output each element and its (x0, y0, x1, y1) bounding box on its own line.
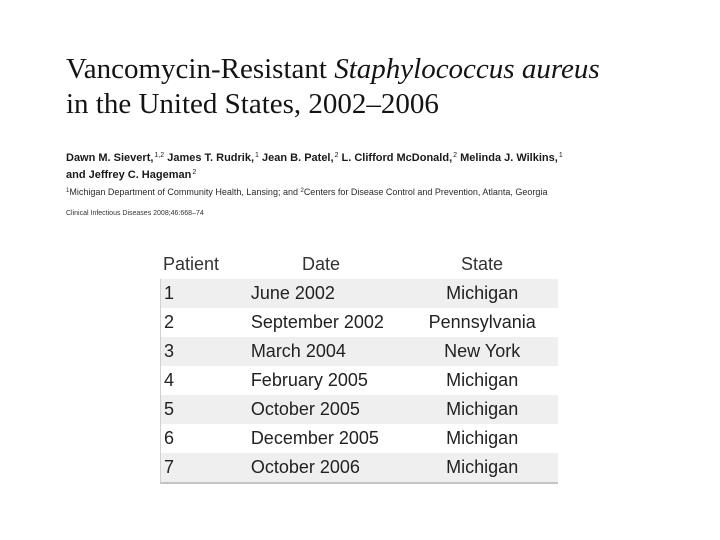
cell-date: September 2002 (250, 312, 384, 332)
cell-patient: 7 (164, 457, 175, 477)
cell-state: Michigan (446, 428, 519, 448)
table-row (161, 453, 558, 482)
cell-patient: 3 (164, 341, 175, 361)
author: Jean B. Patel,$^2$ (262, 152, 339, 164)
cell-date: October 2006 (250, 457, 360, 477)
table-header-row (160, 249, 558, 279)
cell-state: Pennsylvania (428, 312, 536, 332)
author: and Jeffrey C. Hageman$^2$ (66, 169, 197, 181)
author: Dawn M. Sievert,$^{1,2}$ (66, 152, 165, 164)
author: L. Clifford McDonald,$^2$ (341, 152, 458, 164)
table-row (161, 308, 558, 337)
header-date: Date (301, 254, 341, 274)
table-row (161, 424, 558, 453)
author-list (66, 150, 666, 184)
patient-table (160, 249, 558, 484)
title-line-2: in the United States, 2002–2006 (66, 88, 439, 120)
journal-citation: Clinical Infectious Diseases 2008;46:668–74 (66, 210, 204, 217)
cell-date: October 2005 (250, 399, 360, 419)
cell-date: February 2005 (250, 370, 368, 390)
article-title (66, 52, 706, 122)
cell-state: Michigan (446, 283, 519, 303)
cell-patient: 2 (164, 312, 175, 332)
cell-state: New York (444, 341, 521, 361)
cell-state: Michigan (446, 399, 519, 419)
header-state: State (460, 254, 504, 274)
cell-date: March 2004 (250, 341, 346, 361)
table-row (161, 337, 558, 366)
cell-state: Michigan (446, 457, 519, 477)
title-organism: Staphylococcus aureus (334, 53, 600, 85)
title-line-1 (66, 52, 706, 87)
cell-patient: 1 (164, 283, 175, 303)
affiliation: $^1$Michigan Department of Community Health, Lansing; and $^2$Centers for Disease Control and Prevention, Atlanta, Georgia (66, 187, 548, 197)
table-row (161, 366, 558, 395)
author: Melinda J. Wilkins,$^1$ (460, 152, 563, 164)
cell-date: December 2005 (250, 428, 379, 448)
cell-patient: 6 (164, 428, 175, 448)
title-text: Vancomycin-Resistant (66, 53, 335, 85)
cell-patient: 4 (164, 370, 175, 390)
table-body (160, 279, 558, 484)
cell-patient: 5 (164, 399, 175, 419)
cell-date: June 2002 (250, 283, 335, 303)
table-row (161, 279, 558, 308)
author: James T. Rudrik,$^1$ (167, 152, 259, 164)
cell-state: Michigan (446, 370, 519, 390)
table-row (161, 395, 558, 424)
header-patient: Patient (163, 254, 220, 274)
